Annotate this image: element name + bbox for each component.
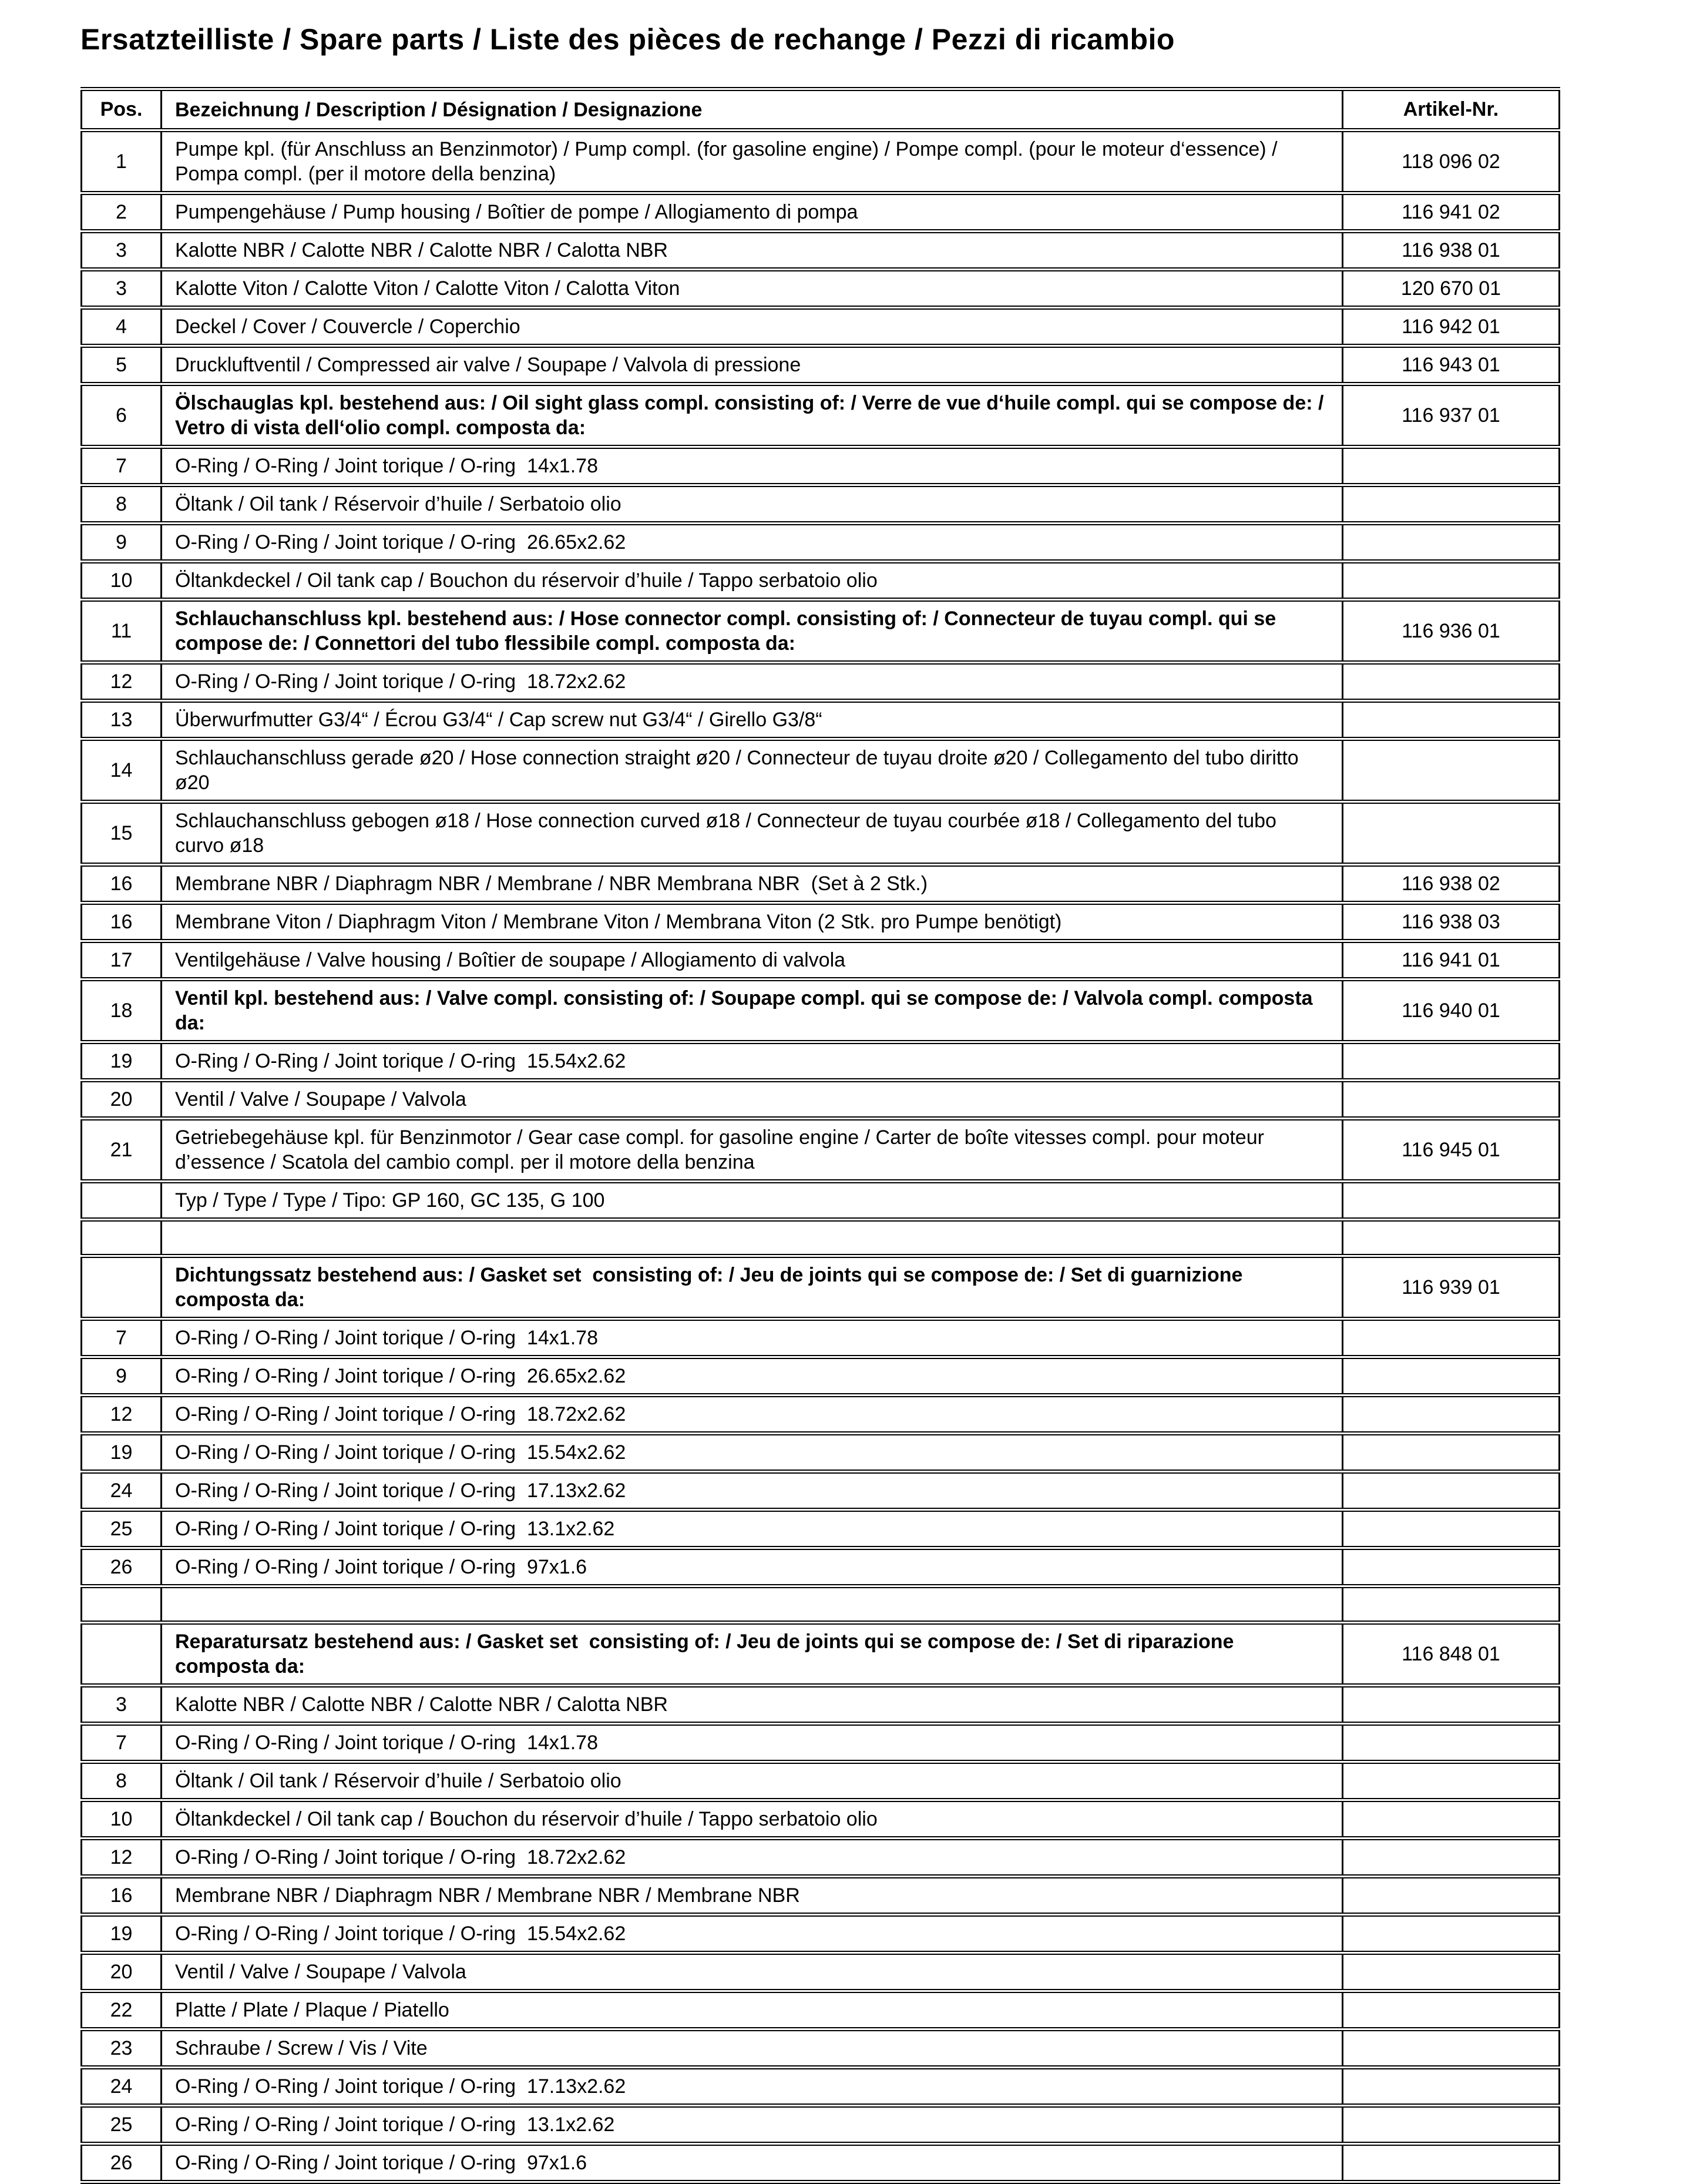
row-article-number	[1343, 1686, 1560, 1724]
row-pos: 9	[82, 524, 162, 562]
row-description: Deckel / Cover / Couvercle / Coperchio	[162, 308, 1343, 346]
row-pos: 16	[82, 865, 162, 903]
table-row	[82, 663, 1560, 701]
row-pos: 5	[82, 346, 162, 384]
row-description: O-Ring / O-Ring / Joint torique / O-ring 18.72x2.62	[162, 663, 1343, 701]
row-article-number	[1343, 1991, 1560, 2029]
row-pos: 21	[82, 1119, 162, 1182]
row-pos: 6	[82, 384, 162, 447]
row-pos: 4	[82, 308, 162, 346]
table-row	[82, 1762, 1560, 1800]
table-header-row	[82, 89, 1560, 130]
row-description: O-Ring / O-Ring / Joint torique / O-ring 14x1.78	[162, 1724, 1343, 1762]
row-article-number	[1343, 524, 1560, 562]
row-description: Kalotte NBR / Calotte NBR / Calotte NBR / Calotta NBR	[162, 232, 1343, 270]
row-pos: 8	[82, 485, 162, 524]
row-article-number	[1343, 739, 1560, 802]
row-pos: 25	[82, 2106, 162, 2144]
table-row	[82, 1586, 1560, 1623]
row-description: Reparatursatz bestehend aus: / Gasket set consisting of: / Jeu de joints qui se compose de: / Set di riparazione composta da:	[162, 1623, 1343, 1686]
row-pos: 11	[82, 600, 162, 663]
table-row	[82, 270, 1560, 308]
table-row	[82, 1915, 1560, 1953]
row-pos: 2	[82, 193, 162, 232]
row-article-number: 116 945 01	[1343, 1119, 1560, 1182]
row-description: Membrane NBR / Diaphragm NBR / Membrane / NBR Membrana NBR (Set à 2 Stk.)	[162, 865, 1343, 903]
row-article-number	[1343, 1182, 1560, 1220]
row-article-number	[1343, 1357, 1560, 1395]
row-description: Schlauchanschluss gerade ø20 / Hose connection straight ø20 / Connecteur de tuyau droite ø20 / Collegamento del tubo diritto ø20	[162, 739, 1343, 802]
row-pos: 10	[82, 562, 162, 600]
row-article-number: 120 670 01	[1343, 270, 1560, 308]
table-body	[82, 130, 1560, 2182]
table-row	[82, 2068, 1560, 2106]
row-description: Öltankdeckel / Oil tank cap / Bouchon du réservoir d’huile / Tappo serbatoio olio	[162, 1800, 1343, 1839]
row-article-number	[1343, 802, 1560, 865]
table-row	[82, 1686, 1560, 1724]
table-row	[82, 903, 1560, 941]
table-row	[82, 2029, 1560, 2068]
table-row	[82, 447, 1560, 485]
row-pos: 12	[82, 1839, 162, 1877]
row-pos	[82, 1623, 162, 1686]
row-pos: 9	[82, 1357, 162, 1395]
row-pos: 24	[82, 1472, 162, 1510]
row-pos: 1	[82, 130, 162, 193]
row-pos: 3	[82, 270, 162, 308]
row-description	[162, 1586, 1343, 1623]
row-description: Pumpengehäuse / Pump housing / Boîtier de pompe / Allogiamento di pompa	[162, 193, 1343, 232]
row-description: O-Ring / O-Ring / Joint torique / O-ring 18.72x2.62	[162, 1395, 1343, 1434]
row-pos: 16	[82, 903, 162, 941]
row-pos: 8	[82, 1762, 162, 1800]
table-row	[82, 1357, 1560, 1395]
row-article-number: 116 941 01	[1343, 941, 1560, 979]
row-pos: 14	[82, 739, 162, 802]
row-article-number	[1343, 2106, 1560, 2144]
row-description: Dichtungssatz bestehend aus: / Gasket set consisting of: / Jeu de joints qui se compose de: / Set di guarnizione composta da:	[162, 1256, 1343, 1319]
table-row	[82, 1623, 1560, 1686]
row-description: Ventil / Valve / Soupape / Valvola	[162, 1081, 1343, 1119]
row-pos: 18	[82, 979, 162, 1042]
row-description: O-Ring / O-Ring / Joint torique / O-ring 15.54x2.62	[162, 1434, 1343, 1472]
row-article-number	[1343, 485, 1560, 524]
row-article-number	[1343, 1081, 1560, 1119]
table-row	[82, 232, 1560, 270]
table-row	[82, 1395, 1560, 1434]
row-pos	[82, 1182, 162, 1220]
row-description: Ventil kpl. bestehend aus: / Valve compl. consisting of: / Soupape compl. qui se compose de: / Valvola compl. composta da:	[162, 979, 1343, 1042]
row-article-number: 116 939 01	[1343, 1256, 1560, 1319]
table-row	[82, 1042, 1560, 1081]
row-description: Kalotte Viton / Calotte Viton / Calotte Viton / Calotta Viton	[162, 270, 1343, 308]
table-row	[82, 1724, 1560, 1762]
table-row	[82, 1991, 1560, 2029]
row-description: Öltank / Oil tank / Réservoir d’huile / Serbatoio olio	[162, 485, 1343, 524]
row-description: O-Ring / O-Ring / Joint torique / O-ring 97x1.6	[162, 2144, 1343, 2182]
row-article-number	[1343, 1915, 1560, 1953]
row-pos: 20	[82, 1081, 162, 1119]
row-description: O-Ring / O-Ring / Joint torique / O-ring 26.65x2.62	[162, 1357, 1343, 1395]
row-article-number: 116 938 02	[1343, 865, 1560, 903]
row-description: Schraube / Screw / Vis / Vite	[162, 2029, 1343, 2068]
row-article-number	[1343, 1839, 1560, 1877]
row-article-number	[1343, 1724, 1560, 1762]
row-description: O-Ring / O-Ring / Joint torique / O-ring 13.1x2.62	[162, 2106, 1343, 2144]
table-row	[82, 1953, 1560, 1991]
row-article-number	[1343, 1800, 1560, 1839]
column-header-article-number: Artikel-Nr.	[1343, 89, 1560, 130]
table-row	[82, 1472, 1560, 1510]
row-description: O-Ring / O-Ring / Joint torique / O-ring 14x1.78	[162, 1319, 1343, 1357]
row-pos: 7	[82, 447, 162, 485]
row-pos: 3	[82, 1686, 162, 1724]
page-title: Ersatzteilliste / Spare parts / Liste des pièces de rechange / Pezzi di ricambio	[80, 23, 1175, 56]
spare-parts-table	[80, 87, 1560, 2184]
table-row	[82, 1434, 1560, 1472]
row-description: Membrane Viton / Diaphragm Viton / Membrane Viton / Membrana Viton (2 Stk. pro Pumpe benötigt)	[162, 903, 1343, 941]
column-header-pos: Pos.	[82, 89, 162, 130]
row-pos: 13	[82, 701, 162, 739]
table-row	[82, 1182, 1560, 1220]
row-article-number	[1343, 1220, 1560, 1256]
row-pos: 16	[82, 1877, 162, 1915]
row-description: Getriebegehäuse kpl. für Benzinmotor / Gear case compl. for gasoline engine / Carter de boîte vitesses compl. pour moteur d’essence / Scatola del cambio compl. per il motore della benzina	[162, 1119, 1343, 1182]
row-description: O-Ring / O-Ring / Joint torique / O-ring 14x1.78	[162, 447, 1343, 485]
row-pos: 19	[82, 1042, 162, 1081]
table-row	[82, 524, 1560, 562]
row-description: Öltankdeckel / Oil tank cap / Bouchon du réservoir d’huile / Tappo serbatoio olio	[162, 562, 1343, 600]
row-pos: 22	[82, 1991, 162, 2029]
row-pos: 10	[82, 1800, 162, 1839]
table-row	[82, 130, 1560, 193]
row-description: Überwurfmutter G3/4“ / Écrou G3/4“ / Cap screw nut G3/4“ / Girello G3/8“	[162, 701, 1343, 739]
table-row	[82, 193, 1560, 232]
row-description: Pumpe kpl. (für Anschluss an Benzinmotor) / Pump compl. (for gasoline engine) / Pompe compl. (pour le moteur d‘essence) / Pompa compl. (per il motore della benzina)	[162, 130, 1343, 193]
row-article-number: 116 848 01	[1343, 1623, 1560, 1686]
row-pos	[82, 1586, 162, 1623]
row-pos	[82, 1220, 162, 1256]
row-pos: 25	[82, 1510, 162, 1548]
row-pos: 20	[82, 1953, 162, 1991]
row-pos: 15	[82, 802, 162, 865]
row-pos: 23	[82, 2029, 162, 2068]
row-description: Typ / Type / Type / Tipo: GP 160, GC 135, G 100	[162, 1182, 1343, 1220]
table-row	[82, 1800, 1560, 1839]
table-row	[82, 1081, 1560, 1119]
row-article-number: 116 938 01	[1343, 232, 1560, 270]
row-pos: 19	[82, 1434, 162, 1472]
row-article-number	[1343, 1395, 1560, 1434]
row-article-number: 116 943 01	[1343, 346, 1560, 384]
table-row	[82, 1220, 1560, 1256]
row-article-number	[1343, 1953, 1560, 1991]
row-article-number	[1343, 562, 1560, 600]
row-pos: 26	[82, 2144, 162, 2182]
row-article-number	[1343, 1548, 1560, 1586]
table-row	[82, 485, 1560, 524]
row-description: Membrane NBR / Diaphragm NBR / Membrane NBR / Membrane NBR	[162, 1877, 1343, 1915]
row-article-number	[1343, 447, 1560, 485]
row-pos: 24	[82, 2068, 162, 2106]
table-row	[82, 1548, 1560, 1586]
row-article-number	[1343, 701, 1560, 739]
row-article-number	[1343, 1586, 1560, 1623]
row-article-number	[1343, 663, 1560, 701]
row-pos	[82, 1256, 162, 1319]
row-description: O-Ring / O-Ring / Joint torique / O-ring 15.54x2.62	[162, 1042, 1343, 1081]
table-row	[82, 701, 1560, 739]
row-description: Öltank / Oil tank / Réservoir d’huile / Serbatoio olio	[162, 1762, 1343, 1800]
row-description: O-Ring / O-Ring / Joint torique / O-ring 17.13x2.62	[162, 1472, 1343, 1510]
row-pos: 7	[82, 1724, 162, 1762]
row-description: Ölschauglas kpl. bestehend aus: / Oil sight glass compl. consisting of: / Verre de vue d‘huile compl. qui se compose de: / Vetro di vista dell‘olio compl. composta da:	[162, 384, 1343, 447]
row-pos: 3	[82, 232, 162, 270]
row-article-number	[1343, 1472, 1560, 1510]
row-description: Druckluftventil / Compressed air valve / Soupape / Valvola di pressione	[162, 346, 1343, 384]
table-row	[82, 1877, 1560, 1915]
row-article-number	[1343, 1319, 1560, 1357]
row-description: O-Ring / O-Ring / Joint torique / O-ring 17.13x2.62	[162, 2068, 1343, 2106]
row-article-number	[1343, 2029, 1560, 2068]
table-row	[82, 600, 1560, 663]
row-pos: 12	[82, 1395, 162, 1434]
column-header-description: Bezeichnung / Description / Désignation / Designazione	[162, 89, 1343, 130]
table-row	[82, 1839, 1560, 1877]
row-description: O-Ring / O-Ring / Joint torique / O-ring 13.1x2.62	[162, 1510, 1343, 1548]
row-description: Platte / Plate / Plaque / Piatello	[162, 1991, 1343, 2029]
row-description: Ventilgehäuse / Valve housing / Boîtier de soupape / Allogiamento di valvola	[162, 941, 1343, 979]
row-description: Ventil / Valve / Soupape / Valvola	[162, 1953, 1343, 1991]
row-pos: 12	[82, 663, 162, 701]
row-description: O-Ring / O-Ring / Joint torique / O-ring 26.65x2.62	[162, 524, 1343, 562]
row-article-number	[1343, 2144, 1560, 2182]
row-article-number	[1343, 1877, 1560, 1915]
row-pos: 7	[82, 1319, 162, 1357]
table-row	[82, 1119, 1560, 1182]
row-description: Schlauchanschluss gebogen ø18 / Hose connection curved ø18 / Connecteur de tuyau courbée ø18 / Collegamento del tubo curvo ø18	[162, 802, 1343, 865]
table-row	[82, 865, 1560, 903]
table-row	[82, 2106, 1560, 2144]
table-row	[82, 979, 1560, 1042]
table-row	[82, 802, 1560, 865]
row-pos: 19	[82, 1915, 162, 1953]
table-row	[82, 384, 1560, 447]
row-article-number: 118 096 02	[1343, 130, 1560, 193]
row-article-number: 116 940 01	[1343, 979, 1560, 1042]
row-article-number	[1343, 1042, 1560, 1081]
row-article-number: 116 936 01	[1343, 600, 1560, 663]
row-article-number: 116 938 03	[1343, 903, 1560, 941]
row-article-number	[1343, 2068, 1560, 2106]
row-article-number	[1343, 1762, 1560, 1800]
table-row	[82, 562, 1560, 600]
row-description: Kalotte NBR / Calotte NBR / Calotte NBR / Calotta NBR	[162, 1686, 1343, 1724]
row-description: O-Ring / O-Ring / Joint torique / O-ring 15.54x2.62	[162, 1915, 1343, 1953]
table-row	[82, 346, 1560, 384]
table-row	[82, 941, 1560, 979]
row-article-number	[1343, 1510, 1560, 1548]
table-row	[82, 308, 1560, 346]
row-article-number: 116 942 01	[1343, 308, 1560, 346]
row-pos: 17	[82, 941, 162, 979]
table-row	[82, 2144, 1560, 2182]
row-description: O-Ring / O-Ring / Joint torique / O-ring 18.72x2.62	[162, 1839, 1343, 1877]
table-row	[82, 1256, 1560, 1319]
row-description: Schlauchanschluss kpl. bestehend aus: / Hose connector compl. consisting of: / Connecteur de tuyau compl. qui se compose de: / Connettori del tubo flessibile compl. composta da:	[162, 600, 1343, 663]
row-article-number: 116 937 01	[1343, 384, 1560, 447]
table-row	[82, 1510, 1560, 1548]
table-row	[82, 1319, 1560, 1357]
row-pos: 26	[82, 1548, 162, 1586]
row-article-number: 116 941 02	[1343, 193, 1560, 232]
row-article-number	[1343, 1434, 1560, 1472]
row-description	[162, 1220, 1343, 1256]
table-row	[82, 739, 1560, 802]
row-description: O-Ring / O-Ring / Joint torique / O-ring 97x1.6	[162, 1548, 1343, 1586]
